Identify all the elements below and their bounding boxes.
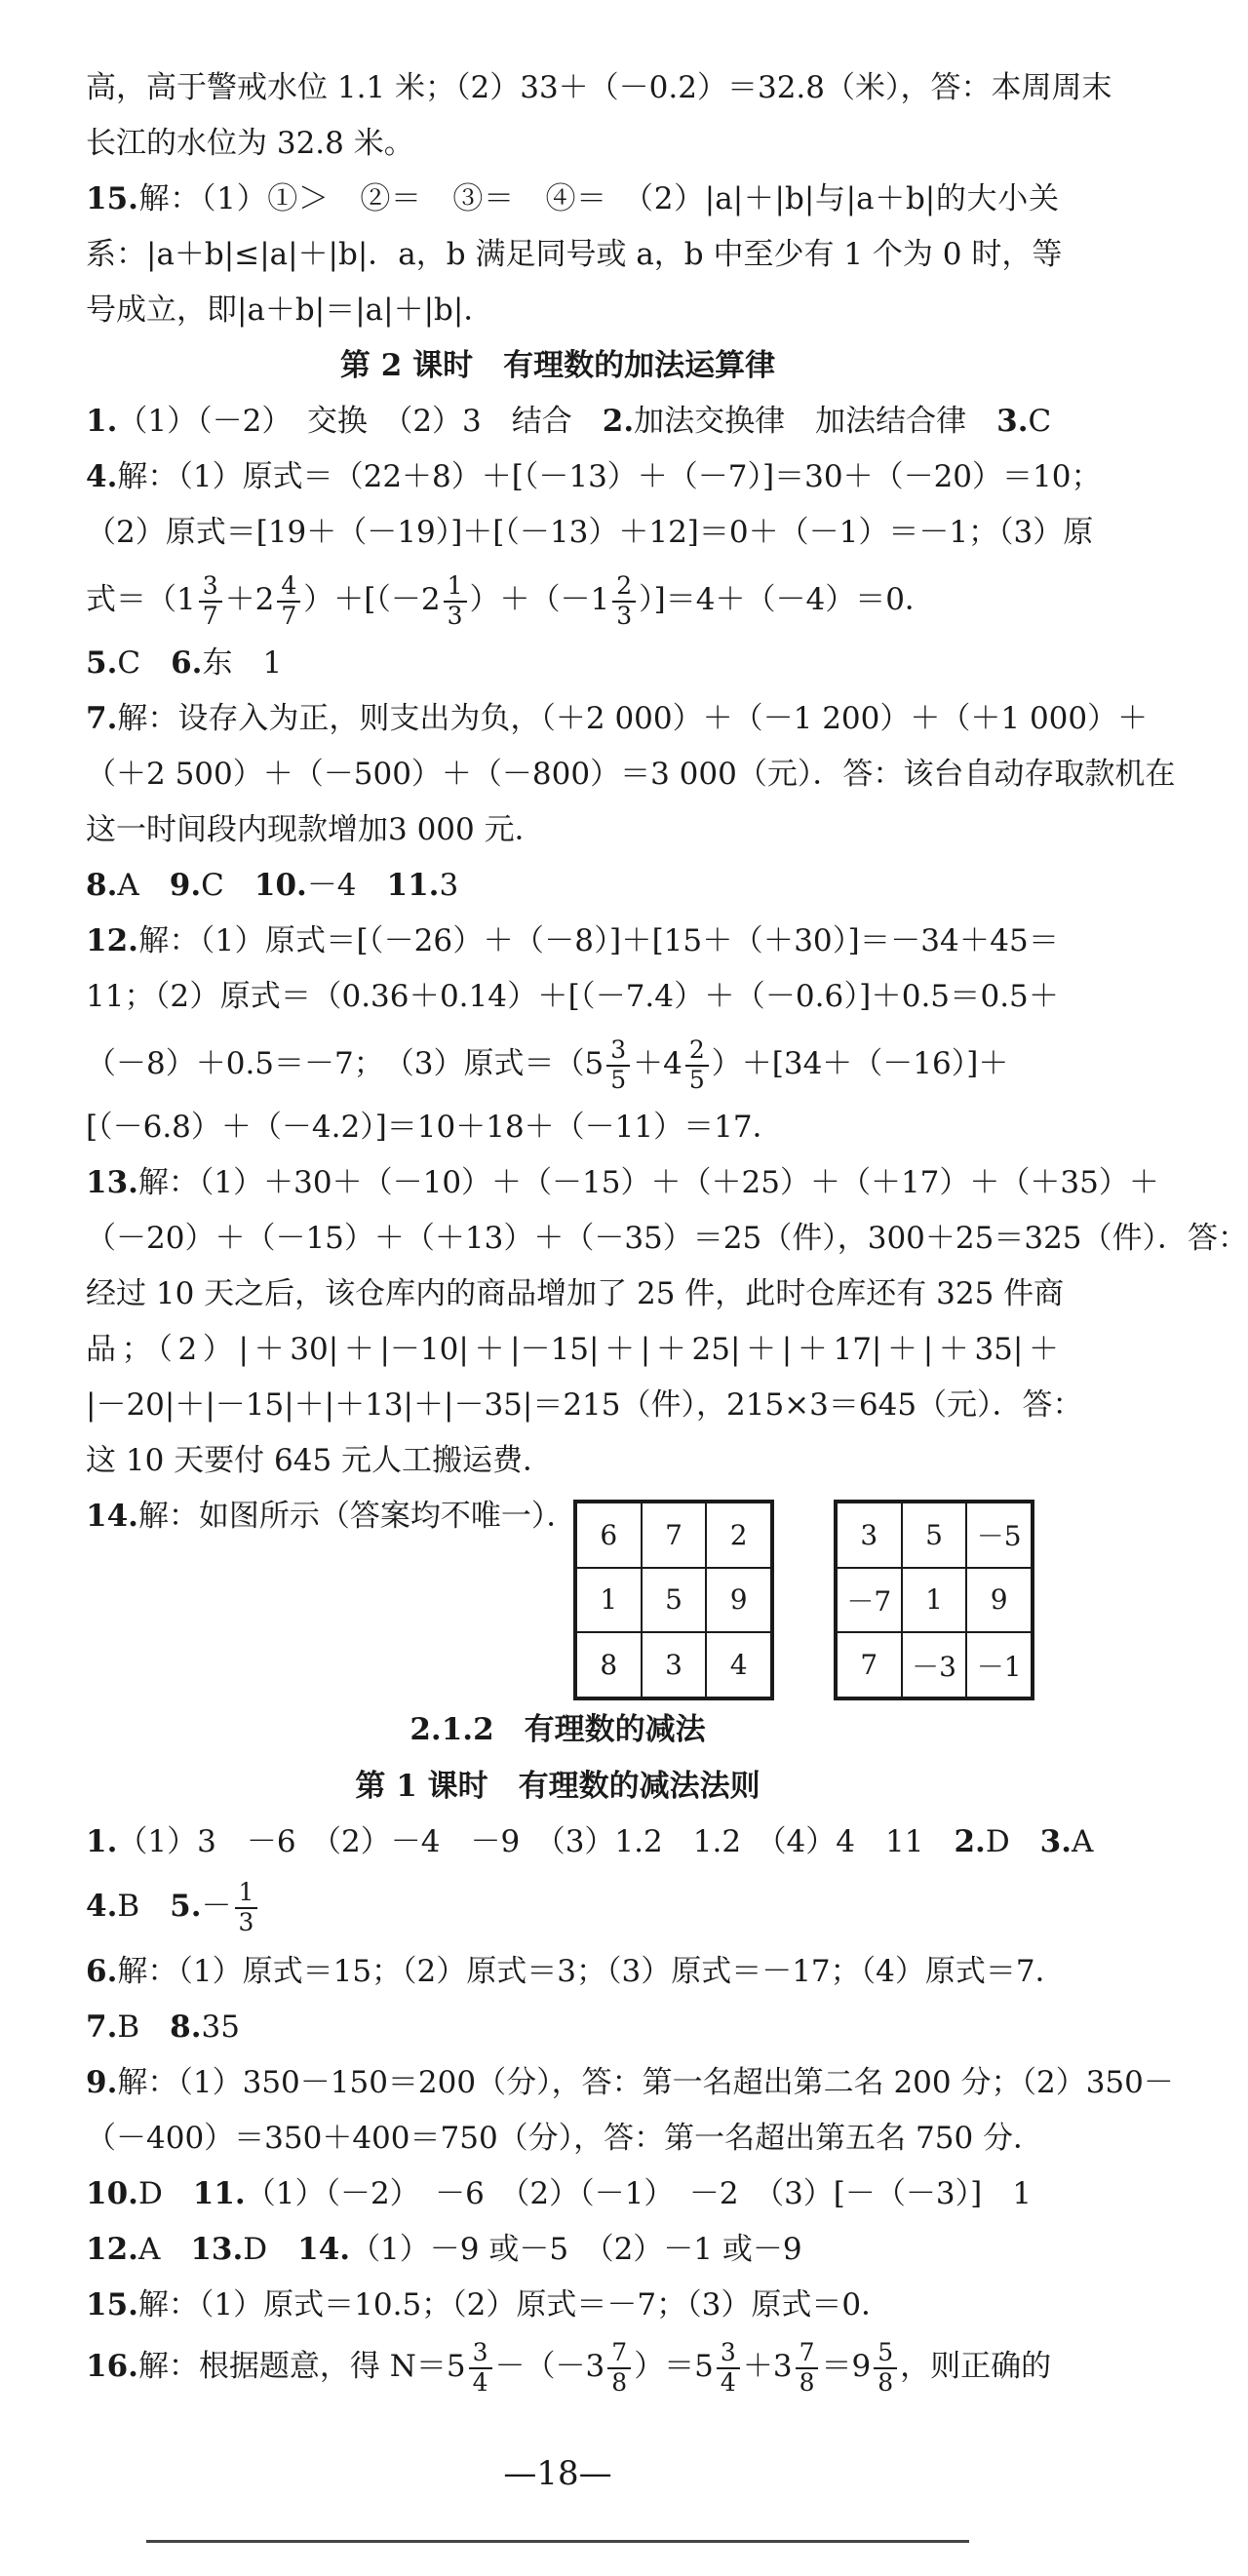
line-text: 解：（1）原式＝[（－26）＋（－8）]＋[15＋（＋30）]＝－34＋45＝	[137, 923, 1059, 958]
fraction	[607, 2339, 631, 2398]
fraction-denominator: 4	[472, 2367, 488, 2397]
text-line	[86, 2061, 1174, 2104]
fraction-denominator: 5	[610, 1065, 627, 1094]
text-line: 系：|a＋b|≤|a|＋|b|．a，b 满足同号或 a，b 中至少有 1 个为 0 时，等	[86, 237, 1063, 272]
lesson-heading: 第 1 课时 有理数的减法法则	[355, 1769, 760, 1804]
text-line: 号成立，即|a＋b|＝|a|＋|b|．	[86, 293, 494, 328]
fraction	[717, 2339, 740, 2398]
question-number: 4.	[86, 459, 118, 494]
text-line	[86, 2172, 1059, 2215]
text-line	[86, 2006, 1059, 2049]
line-text: 加法交换律 加法结合律	[634, 404, 997, 439]
text-line	[86, 919, 1059, 962]
question-number: 6.	[86, 1954, 118, 1989]
text-line	[86, 177, 1059, 220]
line-text: －	[201, 1889, 232, 1924]
line-text: D	[243, 2232, 298, 2267]
fraction-denominator: 8	[878, 2367, 894, 2397]
text-line: 品；（2）|＋30|＋|－10|＋|－15|＋|＋25|＋|＋17|＋|＋35|＋	[86, 1332, 1059, 1367]
grid-cell: 3	[837, 1503, 902, 1568]
question-number: 13.	[86, 1165, 138, 1200]
line-text: 解：（1）①＞ ②＝ ③＝ ④＝ （2）|a|＋|b|与|a＋b|的大小关	[137, 181, 1059, 216]
line-text: －（－3	[494, 2349, 605, 2384]
question-number: 11.	[386, 868, 440, 903]
text-line	[86, 1872, 1059, 1940]
question-number: 1.	[86, 1824, 118, 1859]
question-number: 15.	[86, 2287, 138, 2322]
grid-cell: 6	[576, 1503, 642, 1568]
line-text: A	[117, 868, 170, 903]
line-text: 式＝（1	[86, 582, 196, 617]
grid-cell: 9	[966, 1568, 1032, 1633]
grid-cell: 7	[837, 1632, 902, 1698]
text-line: （2）原式＝[19＋（－19）]＋[（－13）＋12]＝0＋（－1）＝－1；（3）原	[86, 515, 1094, 550]
fraction-numerator: 1	[235, 1879, 258, 1909]
line-text: 解：如图所示（答案均不唯一）．	[137, 1499, 577, 1534]
fraction-denominator: 4	[720, 2367, 736, 2397]
section-heading	[0, 1708, 1115, 1751]
fraction-numerator: 7	[796, 2339, 819, 2369]
lesson-heading: 第 2 课时 有理数的加法运算律	[339, 348, 776, 383]
grid-cell: 4	[706, 1632, 771, 1698]
text-line: 这 10 天要付 645 元人工搬运费．	[86, 1443, 554, 1478]
text-line	[86, 697, 1149, 740]
line-text: （1）－9 或－5 （2）－1 或－9	[350, 2232, 802, 2267]
grid-cell: 9	[706, 1568, 771, 1633]
question-number: 3.	[996, 404, 1029, 439]
text-line	[86, 455, 1102, 498]
line-text: ）＋[34＋（－16）]＋	[711, 1046, 1009, 1081]
question-number: 2.	[954, 1824, 986, 1859]
question-number: 15.	[86, 181, 138, 216]
text-line	[86, 566, 1059, 634]
text-line: （－20）＋（－15）＋（＋13）＋（－35）＝25（件），300＋25＝325（件）．答：	[86, 1221, 1248, 1256]
question-number: 14.	[297, 2232, 351, 2267]
line-text: D	[137, 2176, 193, 2211]
text-line	[86, 1495, 577, 1538]
grid-cell: 2	[706, 1503, 771, 1568]
line-text: ＝9	[821, 2349, 872, 2384]
line-text: B	[117, 2010, 171, 2045]
fraction	[612, 572, 636, 631]
grid-cell: 8	[576, 1632, 642, 1698]
fraction	[874, 2339, 897, 2398]
question-number: 12.	[86, 2232, 138, 2267]
question-number: 2.	[602, 404, 635, 439]
question-number: 5.	[170, 1889, 202, 1924]
fraction-denominator: 8	[611, 2367, 628, 2397]
text-line: [（－6.8）＋（－4.2）]＝10＋18＋（－11）＝17．	[86, 1110, 783, 1145]
fraction	[796, 2339, 819, 2398]
bottom-rule	[146, 2540, 969, 2543]
line-text: ）＋（－1	[469, 582, 610, 617]
magic-square-right	[834, 1500, 1034, 1700]
fraction	[199, 572, 222, 631]
text-line: |－20|＋|－15|＋|＋13|＋|－35|＝215（件），215×3＝645（元）．答：	[86, 1387, 1083, 1423]
line-text: B	[117, 1889, 171, 1924]
question-number: 3.	[1039, 1824, 1072, 1859]
fraction-numerator: 3	[717, 2339, 740, 2369]
line-text: 解：（1）350－150＝200（分），答：第一名超出第二名 200 分；（2）350－	[117, 2065, 1174, 2100]
fraction-numerator: 7	[607, 2339, 631, 2369]
fraction	[277, 572, 300, 631]
grid-cell: 5	[902, 1503, 967, 1568]
fraction-numerator: 1	[444, 572, 467, 603]
fraction-denominator: 3	[616, 601, 633, 630]
text-line	[86, 1820, 1094, 1863]
line-text: A	[1072, 1824, 1094, 1859]
line-text: 解：设存入为正，则支出为负，（＋2 000）＋（－1 200）＋（＋1 000）＋	[117, 701, 1149, 736]
text-line	[86, 1161, 1159, 1204]
line-text: 解：（1）＋30＋（－10）＋（－15）＋（＋25）＋（＋17）＋（＋35）＋	[137, 1165, 1159, 1200]
text-line	[86, 400, 1059, 443]
text-line	[86, 642, 1059, 684]
line-text: A	[137, 2232, 191, 2267]
question-number: 4.	[86, 1889, 118, 1924]
line-text: （1）3 －6 （2）－4 －9 （3）1.2 1.2 （4）4 11	[117, 1824, 955, 1859]
question-number: 6.	[171, 645, 203, 681]
question-number: 9.	[86, 2065, 118, 2100]
question-number: 5.	[86, 645, 118, 681]
fraction	[685, 1036, 709, 1095]
text-line	[86, 864, 1059, 907]
grid-cell: －5	[966, 1503, 1032, 1568]
fraction-numerator: 3	[469, 2339, 492, 2369]
line-text: 35	[201, 2010, 240, 2045]
line-text: ＋3	[742, 2349, 793, 2384]
fraction	[469, 2339, 492, 2398]
question-number: 1.	[86, 404, 118, 439]
fraction-numerator: 2	[612, 572, 636, 603]
question-number: 9.	[169, 868, 202, 903]
grid-cell: －3	[902, 1632, 967, 1698]
line-text: 东 1	[202, 645, 283, 681]
question-number: 10.	[254, 868, 307, 903]
fraction-numerator: 3	[606, 1036, 630, 1067]
question-number: 13.	[190, 2232, 244, 2267]
line-text: 解：（1）原式＝10.5；（2）原式＝－7；（3）原式＝0．	[137, 2287, 892, 2322]
line-text: －4	[306, 868, 387, 903]
magic-square-left	[573, 1500, 774, 1700]
line-text: ＋2	[224, 582, 275, 617]
question-number: 11.	[192, 2176, 246, 2211]
question-number: 8.	[170, 2010, 202, 2045]
text-line: 11；（2）原式＝（0.36＋0.14）＋[（－7.4）＋（－0.6）]＋0.5＝0.5＋	[86, 979, 1059, 1014]
fraction	[235, 1879, 258, 1937]
line-text: C	[201, 868, 254, 903]
text-line	[86, 2332, 1059, 2400]
fraction-denominator: 7	[281, 601, 297, 630]
line-text: 解：（1）原式＝（22＋8）＋[（－13）＋（－7）]＝30＋（－20）＝10；	[117, 459, 1102, 494]
line-text: 解：（1）原式＝15；（2）原式＝3；（3）原式＝－17；（4）原式＝7．	[117, 1954, 1066, 1989]
text-line: （＋2 500）＋（－500）＋（－800）＝3 000（元）．答：该台自动存取款机在	[86, 757, 1176, 792]
text-line	[86, 2228, 1059, 2271]
fraction-denominator: 3	[447, 601, 463, 630]
grid-cell: 7	[642, 1503, 707, 1568]
line-text: ）]＝4＋（－4）＝0．	[639, 582, 935, 617]
fraction	[606, 1036, 630, 1095]
fraction-numerator: 3	[199, 572, 222, 603]
question-number: 14.	[86, 1499, 138, 1534]
text-line: 这一时间段内现款增加3 000 元．	[86, 812, 545, 847]
line-text: ＋4	[633, 1046, 682, 1081]
text-line: （－400）＝350＋400＝750（分），答：第一名超出第五名 750 分．	[86, 2121, 1044, 2156]
text-line	[86, 1030, 1059, 1098]
question-number: 8.	[86, 868, 118, 903]
line-text: ）＋[（－2	[303, 582, 441, 617]
line-text: （－8）＋0.5＝－7； （3）原式＝（5	[86, 1046, 604, 1081]
line-text: （1）（－2） 交换 （2）3 结合	[117, 404, 603, 439]
question-number: 12.	[86, 923, 138, 958]
line-text: 3	[439, 868, 459, 903]
fraction-denominator: 3	[238, 1907, 254, 1936]
fraction-numerator: 4	[277, 572, 300, 603]
page-number: —18—	[503, 2454, 612, 2493]
question-number: 7.	[86, 2010, 118, 2045]
text-line: 长江的水位为 32.8 米。	[86, 126, 414, 161]
line-text: D	[985, 1824, 1040, 1859]
question-number: 10.	[86, 2176, 138, 2211]
grid-cell: 1	[576, 1568, 642, 1633]
section-title: 2.1.2 有理数的减法	[410, 1712, 706, 1747]
grid-cell: 3	[642, 1632, 707, 1698]
grid-cell: 5	[642, 1568, 707, 1633]
fraction-denominator: 5	[688, 1065, 705, 1094]
line-text: ）＝5	[634, 2349, 714, 2384]
line-text: C	[1028, 404, 1052, 439]
question-number: 16.	[86, 2349, 138, 2384]
fraction-numerator: 5	[874, 2339, 897, 2369]
line-text: 解：根据题意，得 N＝5	[137, 2349, 466, 2384]
grid-cell: －7	[837, 1568, 902, 1633]
text-line	[86, 1950, 1066, 1993]
text-line: 经过 10 天之后，该仓库内的商品增加了 25 件，此时仓库还有 325 件商	[86, 1276, 1065, 1311]
text-line: 高，高于警戒水位 1.1 米；（2）33＋（－0.2）＝32.8（米），答：本周周末	[86, 70, 1112, 105]
fraction-denominator: 7	[202, 601, 218, 630]
line-text: （1）（－2） －6 （2）（－1） －2 （3）[－（－3）] 1	[245, 2176, 1032, 2211]
line-text: C	[117, 645, 172, 681]
grid-cell: 1	[902, 1568, 967, 1633]
text-line	[86, 2283, 1059, 2326]
question-number: 7.	[86, 701, 118, 736]
line-text: ，则正确的	[900, 2349, 1052, 2384]
fraction-denominator: 8	[799, 2367, 815, 2397]
fraction-numerator: 2	[685, 1036, 709, 1067]
fraction	[444, 572, 467, 631]
grid-cell: －1	[966, 1632, 1032, 1698]
